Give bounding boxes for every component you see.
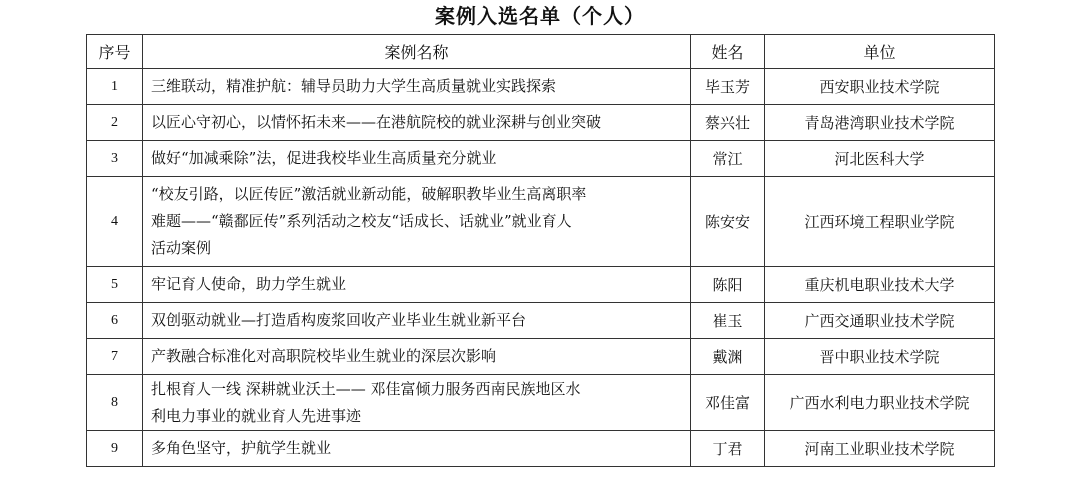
row-organization: 青岛港湾职业技术学院	[765, 105, 995, 141]
row-case-title	[143, 141, 691, 177]
row-organization: 河南工业职业技术学院	[765, 431, 995, 467]
row-index: 4	[87, 177, 143, 267]
case-title-line: 做好“加减乘除”法，促进我校毕业生高质量充分就业	[151, 149, 497, 167]
case-title-line: 扎根育人一线 深耕就业沃土—— 邓佳富倾力服务西南民族地区水	[151, 379, 581, 398]
case-title-line: 难题——“赣鄱匠传”系列活动之校友“话成长、话就业”就业育人	[151, 212, 572, 230]
row-organization: 广西水利电力职业技术学院	[765, 375, 995, 431]
table-row	[87, 303, 995, 339]
table-header-row	[87, 35, 995, 69]
table-row	[87, 431, 995, 467]
case-title-line: 活动案例	[151, 239, 212, 257]
document-title: 案例入选名单（个人）	[435, 4, 645, 28]
row-case-title	[143, 375, 691, 431]
row-case-title	[143, 339, 691, 375]
row-person-name: 蔡兴壮	[691, 105, 765, 141]
row-case-title	[143, 303, 691, 339]
row-index: 9	[87, 431, 143, 467]
case-title-line: 三维联动，精准护航：辅导员助力大学生高质量就业实践探索	[151, 77, 557, 95]
row-case-title	[143, 177, 691, 267]
row-index: 3	[87, 141, 143, 177]
case-list-table	[86, 34, 995, 467]
row-organization: 重庆机电职业技术大学	[765, 267, 995, 303]
row-person-name: 陈阳	[691, 267, 765, 303]
case-title-line: 以匠心守初心，以情怀拓未来——在港航院校的就业深耕与创业突破	[151, 113, 602, 131]
row-index: 2	[87, 105, 143, 141]
row-index: 5	[87, 267, 143, 303]
table-row	[87, 177, 995, 267]
row-case-title	[143, 105, 691, 141]
row-organization: 晋中职业技术学院	[765, 339, 995, 375]
table-row	[87, 141, 995, 177]
row-organization: 广西交通职业技术学院	[765, 303, 995, 339]
header-index: 序号	[87, 35, 143, 69]
row-person-name: 常江	[691, 141, 765, 177]
case-title-line: 利电力事业的就业育人先进事迹	[151, 406, 362, 425]
row-person-name: 崔玉	[691, 303, 765, 339]
case-title-line: 多角色坚守，护航学生就业	[151, 439, 332, 457]
table-row	[87, 375, 995, 431]
case-title-line: “校友引路，以匠传匠”激活就业新动能，破解职教毕业生高离职率	[151, 185, 587, 203]
header-organization: 单位	[765, 35, 995, 69]
row-organization: 西安职业技术学院	[765, 69, 995, 105]
row-case-title	[143, 431, 691, 467]
table-row	[87, 267, 995, 303]
table-row	[87, 105, 995, 141]
header-case-name: 案例名称	[143, 35, 691, 69]
case-title-line: 牢记育人使命，助力学生就业	[151, 275, 347, 293]
row-organization: 河北医科大学	[765, 141, 995, 177]
row-organization: 江西环境工程职业学院	[765, 177, 995, 267]
row-case-title	[143, 69, 691, 105]
row-person-name: 丁君	[691, 431, 765, 467]
table-row	[87, 339, 995, 375]
case-title-line: 双创驱动就业—打造盾构废浆回收产业毕业生就业新平台	[151, 311, 527, 329]
row-person-name: 陈安安	[691, 177, 765, 267]
table-row	[87, 69, 995, 105]
row-person-name: 毕玉芳	[691, 69, 765, 105]
row-person-name: 邓佳富	[691, 375, 765, 431]
row-case-title	[143, 267, 691, 303]
row-index: 7	[87, 339, 143, 375]
row-index: 6	[87, 303, 143, 339]
row-index: 8	[87, 375, 143, 431]
case-title-line: 产教融合标准化对高职院校毕业生就业的深层次影响	[151, 347, 497, 365]
row-index: 1	[87, 69, 143, 105]
header-person-name: 姓名	[691, 35, 765, 69]
row-person-name: 戴渊	[691, 339, 765, 375]
